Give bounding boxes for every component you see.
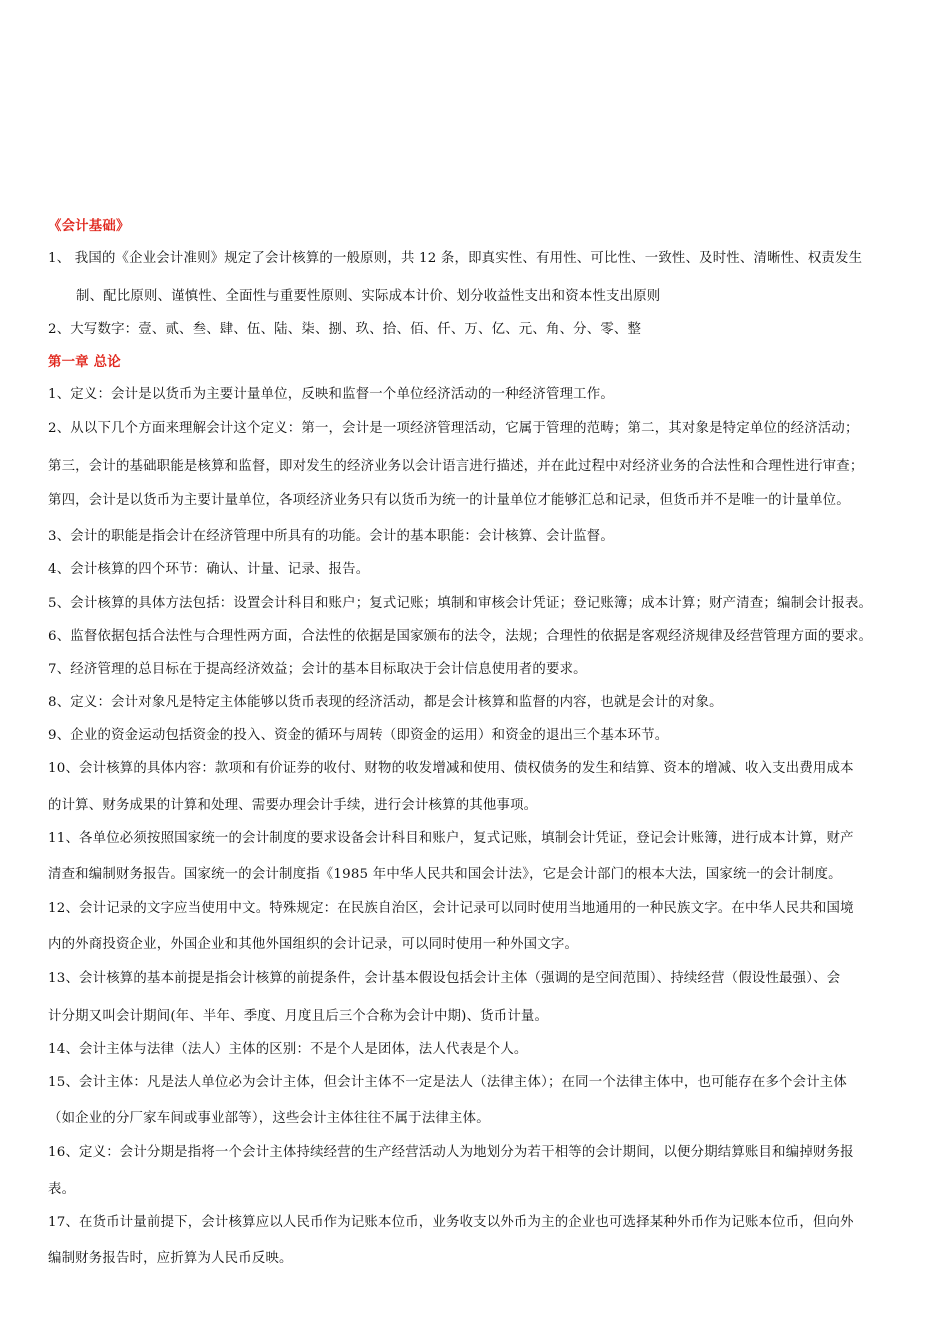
body-line: （如企业的分厂家车间或事业部等），这些会计主体往往不属于法律主体。 (48, 1111, 490, 1126)
intro-line: 2、大写数字：壹、贰、叁、肆、伍、陆、柒、捌、玖、拾、佰、仟、万、亿、元、角、分、零、整 (48, 322, 642, 337)
body-line: 表。 (48, 1182, 76, 1197)
body-line: 13、会计核算的基本前提是指会计核算的前提条件，会计基本假设包括会计主体（强调的是空间范围）、持续经营（假设性最强）、会 (48, 971, 841, 986)
body-line: 10、会计核算的具体内容：款项和有价证券的收付、财物的收发增减和使用、债权债务的发生和结算、资本的增减、收入支出费用成本 (48, 761, 854, 776)
book-title: 《会计基础》 (48, 219, 130, 234)
body-line: 第三，会计的基础职能是核算和监督，即对发生的经济业务以会计语言进行描述，并在此过程中对经济业务的合法性和合理性进行审查； (48, 459, 864, 474)
body-line: 4、会计核算的四个环节：确认、计量、记录、报告。 (48, 562, 370, 577)
body-line: 2、从以下几个方面来理解会计这个定义：第一，会计是一项经济管理活动，它属于管理的范畴；第二，其对象是特定单位的经济活动； (48, 421, 859, 436)
chapter-heading: 第一章 总论 (48, 355, 121, 370)
body-line: 7、经济管理的总目标在于提高经济效益；会计的基本目标取决于会计信息使用者的要求。 (48, 662, 587, 677)
body-line: 第四，会计是以货币为主要计量单位，各项经济业务只有以货币为统一的计量单位才能够汇总和记录，但货币并不是唯一的计量单位。 (48, 493, 850, 508)
body-line: 17、在货币计量前提下，会计核算应以人民币作为记账本位币，业务收支以外币为主的企业也可选择某种外币作为记账本位币，但向外 (48, 1215, 854, 1230)
body-line: 3、会计的职能是指会计在经济管理中所具有的功能。会计的基本职能：会计核算、会计监督。 (48, 529, 614, 544)
body-line: 6、监督依据包括合法性与合理性两方面，合法性的依据是国家颁布的法令，法规；合理性的依据是客观经济规律及经营管理方面的要求。 (48, 629, 873, 644)
body-line: 编制财务报告时，应折算为人民币反映。 (48, 1251, 293, 1266)
body-line: 12、会计记录的文字应当使用中文。特殊规定：在民族自治区，会计记录可以同时使用当地通用的一种民族文字。在中华人民共和国境 (48, 901, 854, 916)
body-line: 14、会计主体与法律（法人）主体的区别：不是个人是团体，法人代表是个人。 (48, 1042, 528, 1057)
body-line: 计分期又叫会计期间(年、半年、季度、月度且后三个合称为会计中期)、货币计量。 (48, 1009, 549, 1024)
intro-line: 制、配比原则、谨慎性、全面性与重要性原则、实际成本计价、划分收益性支出和资本性支出原则 (76, 289, 661, 304)
body-line: 内的外商投资企业，外国企业和其他外国组织的会计记录，可以同时使用一种外国文字。 (48, 937, 579, 952)
body-line: 8、定义：会计对象凡是特定主体能够以货币表现的经济活动，都是会计核算和监督的内容，也就是会计的对象。 (48, 695, 723, 710)
body-line: 5、会计核算的具体方法包括：设置会计科目和账户；复式记账；填制和审核会计凭证；登记账簿；成本计算；财产清查；编制会计报表。 (48, 596, 873, 611)
body-line: 1、定义：会计是以货币为主要计量单位，反映和监督一个单位经济活动的一种经济管理工作。 (48, 387, 614, 402)
body-line: 的计算、财务成果的计算和处理、需要办理会计手续，进行会计核算的其他事项。 (48, 798, 538, 813)
body-line: 15、会计主体：凡是法人单位必为会计主体，但会计主体不一定是法人（法律主体）；在同一个法律主体中，也可能存在多个会计主体 (48, 1075, 847, 1090)
body-line: 9、企业的资金运动包括资金的投入、资金的循环与周转（即资金的运用）和资金的退出三个基本环节。 (48, 728, 669, 743)
body-line: 11、各单位必须按照国家统一的会计制度的要求设备会计科目和账户，复式记账，填制会计凭证，登记会计账簿，进行成本计算，财产 (48, 831, 854, 846)
body-line: 清查和编制财务报告。国家统一的会计制度指《1985 年中华人民共和国会计法》，它是会计部门的根本大法，国家统一的会计制度。 (48, 867, 842, 882)
body-line: 16、定义：会计分期是指将一个会计主体持续经营的生产经营活动人为地划分为若干相等的会计期间，以便分期结算账目和编掉财务报 (48, 1145, 854, 1160)
intro-line: 1、 我国的《企业会计准则》规定了会计核算的一般原则，共 12 条，即真实性、有用性、可比性、一致性、及时性、清晰性、权责发生 (48, 251, 863, 266)
